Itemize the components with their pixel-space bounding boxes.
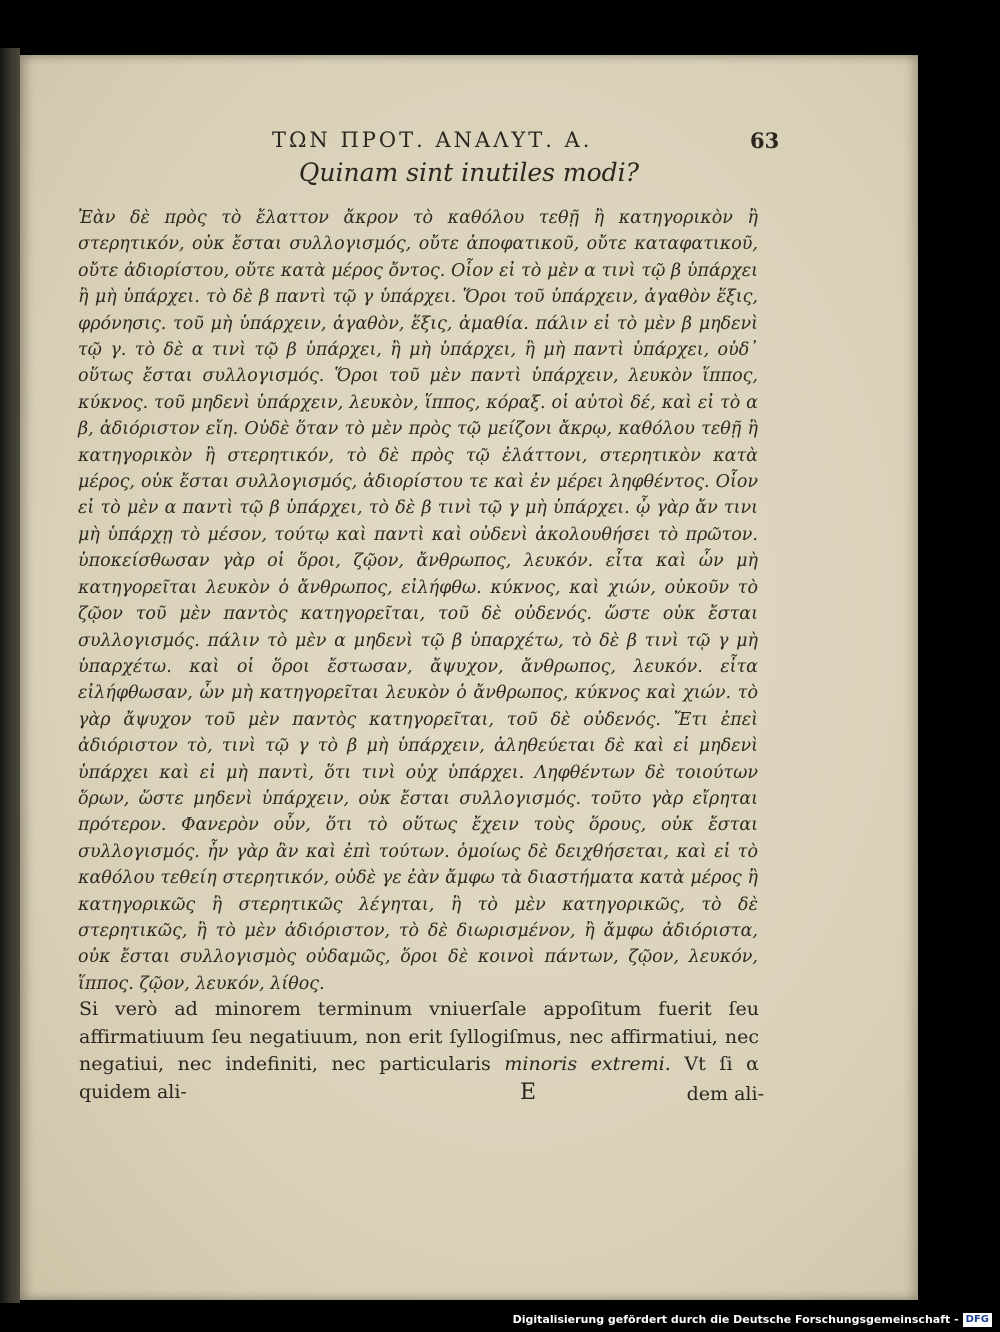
signature-mark: E (520, 1080, 537, 1105)
latin-text-emphasis: minoris extremi. (504, 1053, 671, 1075)
footer-text: Digitalisierung gefördert durch die Deutsche Forschungsgemeinschaft - (512, 1313, 959, 1326)
latin-text-block (79, 996, 759, 1106)
latin-text-end: Vt ſi α quidem ali- (79, 1053, 759, 1103)
book-page (20, 55, 918, 1300)
latin-text-main: Si verò ad minorem terminum vniuerſale appoſitum fuerit ſeu affirmatiuum ſeu negatiuum, non erit ſyllogiſmus, nec affirmatiui, nec negatiui, nec indefiniti, nec particularis (79, 998, 759, 1075)
footer-bar (0, 1308, 992, 1332)
running-head: ΤΩΝ ΠΡΟΤ. ΑΝΑΛΥΤ. Α. (272, 128, 593, 152)
catchword: dem ali- (686, 1083, 764, 1105)
section-title: Quinam sint inutiles modi? (298, 158, 640, 187)
book-spine-edge (0, 48, 20, 1303)
page-number: 63 (750, 128, 780, 153)
greek-text-block: Ἐὰν δὲ πρὸς τὸ ἔλαττον ἄκρον τὸ καθόλου τεθῇ ἢ κατηγορικὸν ἢ στερητικόν, οὐκ ἔσται συλλογισμός, οὔτε ἀποφατικοῦ, οὔτε καταφατικοῦ, οὔτε ἀδιορίστου, οὔτε κατὰ μέρος ὄντος. Οἷον εἰ τὸ μὲν α τινὶ τῷ β ὑπάρχει ἢ μὴ ὑπάρχει. τὸ δὲ β παντὶ τῷ γ ὑπάρχει. Ὅροι τοῦ ὑπάρχειν, ἀγαθὸν ἕξις, φρόνησις. τοῦ μὴ ὑπάρχειν, ἀγαθὸν, ἕξις, ἀμαθία. πάλιν εἰ τὸ μὲν β μηδενὶ τῷ γ. τὸ δὲ α τινὶ τῷ β ὑπάρχει, ἢ μὴ ὑπάρχει, ἢ μὴ παντὶ ὑπάρχει, οὐδ᾽ οὕτως ἔσται συλλογισμός. Ὅροι τοῦ μὲν παντὶ ὑπάρχειν, λευκὸν ἵππος, κύκνος. τοῦ μηδενὶ ὑπάρχειν, λευκὸν, ἵππος, κόραξ. οἱ αὐτοὶ δέ, καὶ εἰ τὸ α β, ἀδιόριστον εἴη. Οὐδὲ ὅταν τὸ μὲν πρὸς τῷ μείζονι ἄκρῳ, καθόλου τεθῇ ἢ κατηγορικὸν ἢ στερητικόν, τὸ δὲ πρὸς τῷ ἐλάττονι, στερητικὸν κατὰ μέρος, οὐκ ἔσται συλλογισμός, ἀδιορίστου τε καὶ ἐν μέρει ληφθέντος. Οἷον εἰ τὸ μὲν α παντὶ τῷ β ὑπάρχει, τὸ δὲ β τινὶ τῷ γ μὴ ὑπάρχει. ᾧ γὰρ ἄν τινι μὴ ὑπάρχῃ τὸ μέσον, τούτῳ καὶ παντὶ καὶ οὐδενὶ ἀκολουθήσει τὸ πρῶτον. ὑποκείσθωσαν γὰρ οἱ ὅροι, ζῷον, ἄνθρωπος, λευκόν. εἶτα καὶ ὧν μὴ κατηγορεῖται λευκὸν ὁ ἄνθρωπος, εἰλήφθω. κύκνος, καὶ χιών, οὐκοῦν τὸ ζῷον τοῦ μὲν παντὸς κατηγορεῖται, τοῦ δὲ οὐδενός. ὥστε οὐκ ἔσται συλλογισμός. πάλιν τὸ μὲν α μηδενὶ τῷ β ὑπαρχέτω, τὸ δὲ β τινὶ τῷ γ μὴ ὑπαρχέτω. καὶ οἱ ὅροι ἔστωσαν, ἄψυχον, ἄνθρωπος, λευκόν. εἶτα εἰλήφθωσαν, ὧν μὴ κατηγορεῖται λευκὸν ὁ ἄνθρωπος, κύκνος καὶ χιών. τὸ γὰρ ἄψυχον τοῦ μὲν παντὸς κατηγορεῖται, τοῦ δὲ οὐδενός. Ἔτι ἐπεὶ ἀδιόριστον τὸ, τινὶ τῷ γ τὸ β μὴ ὑπάρχειν, ἀληθεύεται δὲ καὶ εἰ μηδενὶ ὑπάρχει καὶ εἰ μὴ παντὶ, ὅτι τινὶ οὐχ ὑπάρχει. Ληφθέντων δὲ τοιούτων ὅρων, ὥστε μηδενὶ ὑπάρχειν, οὐκ ἔσται συλλογισμός. τοῦτο γὰρ εἴρηται πρότερον. Φανερὸν οὖν, ὅτι τὸ οὕτως ἔχειν τοὺς ὅρους, οὐκ ἔσται συλλογισμός. ἦν γὰρ ἂν καὶ ἐπὶ τούτων. ὁμοίως δὲ δειχθήσεται, καὶ εἰ τὸ καθόλου τεθείη στερητικόν, οὐδὲ γε ἐὰν ἄμφω τὰ διαστήματα κατὰ μέρος ἢ κατηγορικῶς ἢ στερητικῶς λέγηται, ἢ τὸ μὲν κατηγορικῶς, τὸ δὲ στερητικῶς, ἢ τὸ μὲν ἀδιόριστον, τὸ δὲ διωρισμένον, ἢ ἄμφω ἀδιόριστα, οὐκ ἔσται συλλογισμὸς οὐδαμῶς, ὅροι δὲ κοινοὶ πάντων, ζῷον, λευκόν, ἵππος. ζῷον, λευκόν, λίθος. (78, 208, 758, 994)
dfg-logo-icon: DFG (963, 1313, 992, 1327)
